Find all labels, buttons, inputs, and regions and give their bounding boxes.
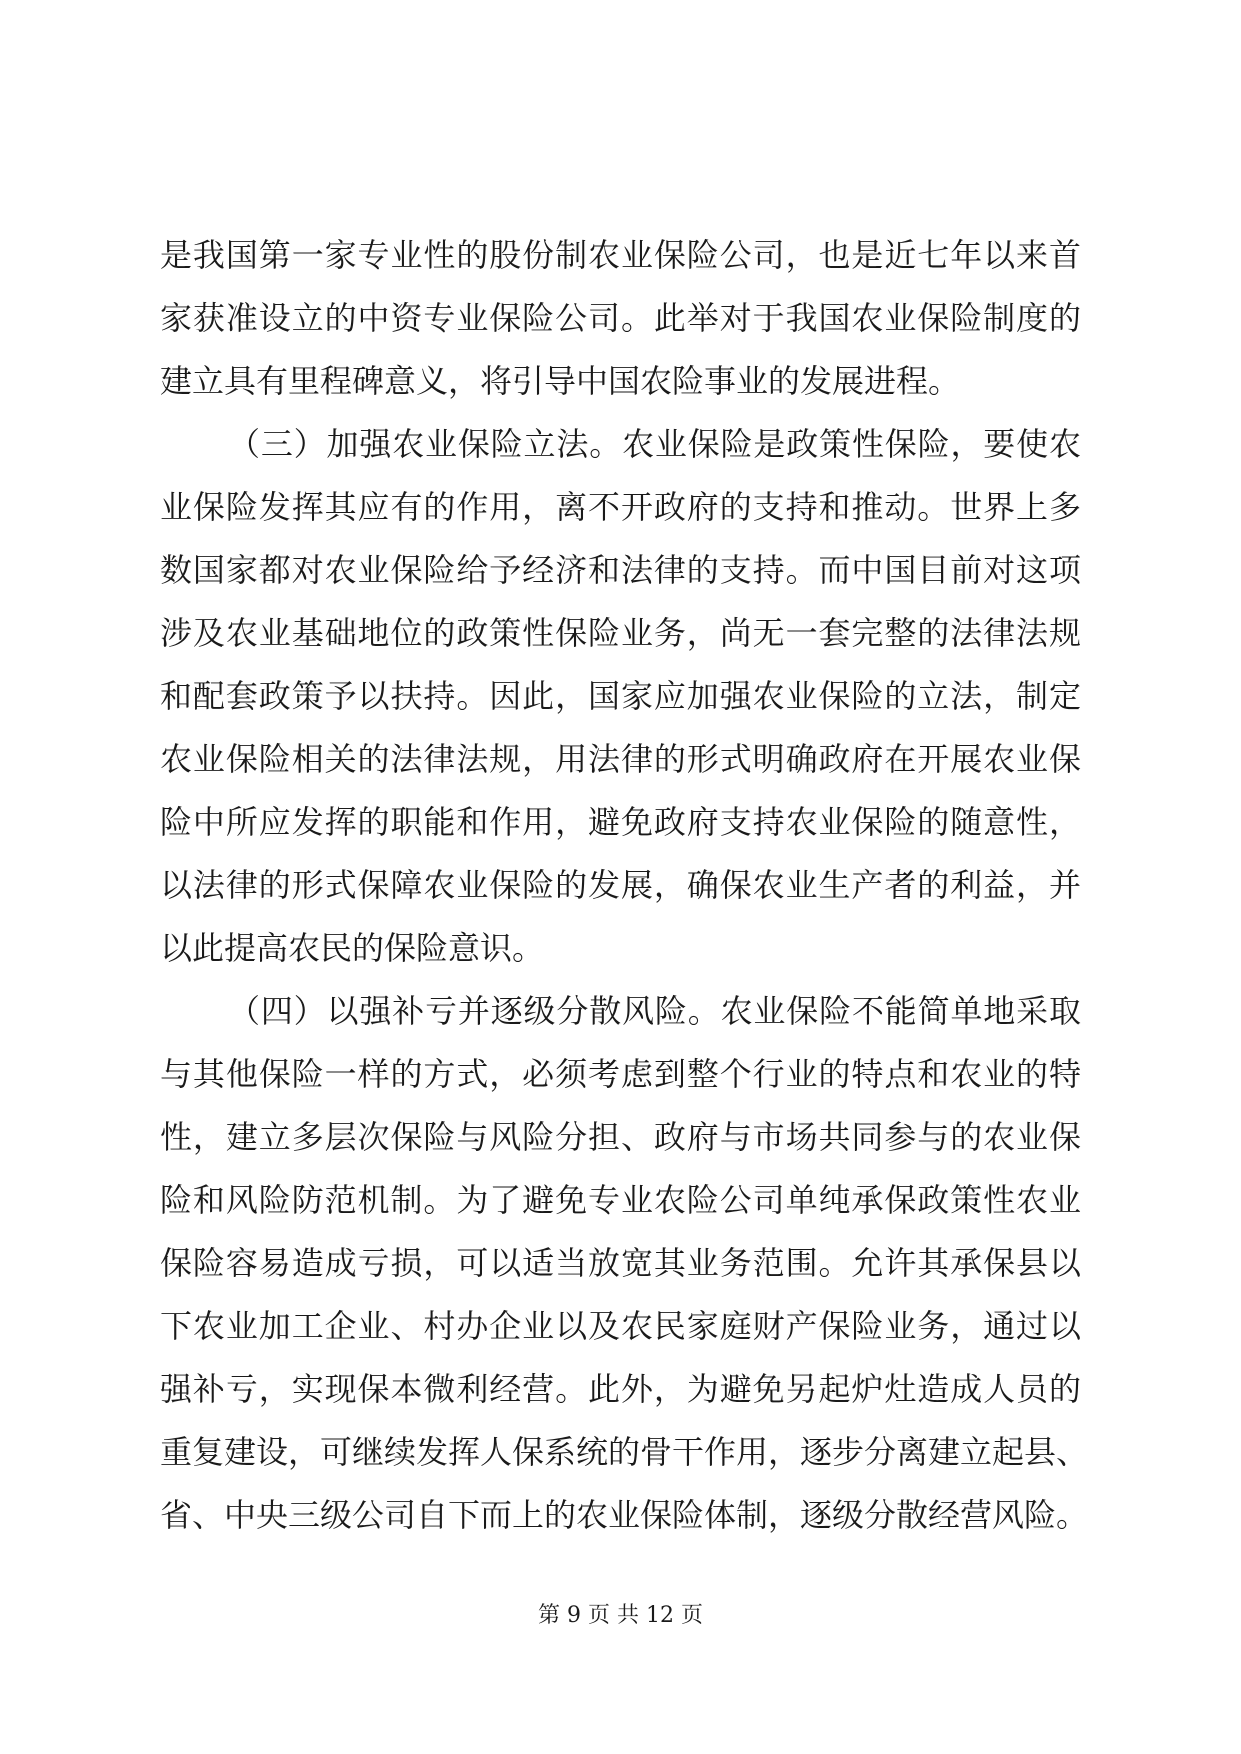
paragraph-3-line-4: 险和风险防范机制。为了避免专业农险公司单纯承保政策性农业 bbox=[160, 1181, 1081, 1219]
paragraph-1-line-1: 是我国第一家专业性的股份制农业保险公司，也是近七年以来首 bbox=[160, 236, 1081, 274]
paragraph-2-line-4: 涉及农业基础地位的政策性保险业务，尚无一套完整的法律法规 bbox=[160, 614, 1081, 652]
paragraph-3-line-5: 保险容易造成亏损，可以适当放宽其业务范围。允许其承保县以 bbox=[160, 1244, 1081, 1282]
paragraph-3-line-8: 重复建设，可继续发挥人保系统的骨干作用，逐步分离建立起县、 bbox=[160, 1433, 1089, 1471]
paragraph-3-line-2: 与其他保险一样的方式，必须考虑到整个行业的特点和农业的特 bbox=[160, 1055, 1081, 1093]
paragraph-2-line-3: 数国家都对农业保险给予经济和法律的支持。而中国目前对这项 bbox=[160, 551, 1081, 589]
paragraph-2-line-7: 险中所应发挥的职能和作用，避免政府支持农业保险的随意性， bbox=[160, 803, 1081, 841]
paragraph-3-line-7: 强补亏，实现保本微利经营。此外，为避免另起炉灶造成人员的 bbox=[160, 1370, 1081, 1408]
paragraph-2-line-6: 农业保险相关的法律法规，用法律的形式明确政府在开展农业保 bbox=[160, 740, 1081, 778]
paragraph-2-line-5: 和配套政策予以扶持。因此，国家应加强农业保险的立法，制定 bbox=[160, 677, 1081, 715]
paragraph-3-line-1: （四）以强补亏并逐级分散风险。农业保险不能简单地采取 bbox=[228, 992, 1081, 1030]
page-number-footer: 第 9 页 共 12 页 bbox=[538, 1603, 703, 1628]
paragraph-2-line-8: 以法律的形式保障农业保险的发展，确保农业生产者的利益，并 bbox=[160, 866, 1081, 904]
paragraph-1-line-2: 家获准设立的中资专业保险公司。此举对于我国农业保险制度的 bbox=[160, 299, 1081, 337]
paragraph-3-line-3: 性，建立多层次保险与风险分担、政府与市场共同参与的农业保 bbox=[160, 1118, 1081, 1156]
paragraph-3-line-6: 下农业加工企业、村办企业以及农民家庭财产保险业务，通过以 bbox=[160, 1307, 1081, 1345]
paragraph-2-line-2: 业保险发挥其应有的作用，离不开政府的支持和推动。世界上多 bbox=[160, 488, 1081, 526]
paragraph-2-line-9: 以此提高农民的保险意识。 bbox=[160, 929, 545, 967]
paragraph-3-line-9: 省、中央三级公司自下而上的农业保险体制，逐级分散经营风险。 bbox=[160, 1496, 1089, 1534]
body-text bbox=[160, 224, 1089, 1547]
paragraph-1-line-3: 建立具有里程碑意义，将引导中国农险事业的发展进程。 bbox=[160, 362, 961, 400]
paragraph-2-line-1: （三）加强农业保险立法。农业保险是政策性保险，要使农 bbox=[228, 425, 1081, 463]
